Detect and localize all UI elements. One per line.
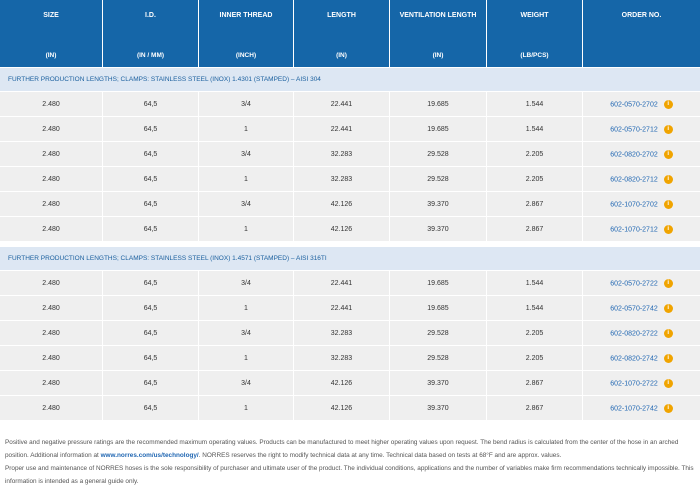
table-body bbox=[0, 67, 700, 421]
cell-ventilation: 29.528 bbox=[390, 346, 487, 371]
info-icon[interactable]: i bbox=[664, 404, 673, 413]
header-row bbox=[0, 0, 700, 67]
table-row bbox=[0, 92, 700, 117]
cell-thread: 3/4 bbox=[199, 92, 294, 117]
cell-id: 64,5 bbox=[103, 321, 199, 346]
table-row bbox=[0, 271, 700, 296]
info-icon[interactable]: i bbox=[664, 175, 673, 184]
cell-ventilation: 39.370 bbox=[390, 217, 487, 242]
column-header-label: I.D. bbox=[145, 12, 156, 19]
cell-ventilation: 29.528 bbox=[390, 167, 487, 192]
cell-size: 2.480 bbox=[0, 167, 103, 192]
cell-ventilation: 19.685 bbox=[390, 117, 487, 142]
section-header-row bbox=[0, 67, 700, 92]
column-header-label: INNER THREAD bbox=[219, 12, 273, 19]
cell-ventilation: 19.685 bbox=[390, 271, 487, 296]
cell-id: 64,5 bbox=[103, 396, 199, 421]
table-row bbox=[0, 396, 700, 421]
cell-order bbox=[583, 167, 700, 192]
cell-length: 22.441 bbox=[294, 271, 390, 296]
order-number[interactable]: 602-0820-2742 bbox=[610, 354, 658, 362]
table-row bbox=[0, 217, 700, 242]
cell-order bbox=[583, 321, 700, 346]
cell-thread: 3/4 bbox=[199, 142, 294, 167]
column-header bbox=[103, 0, 199, 67]
column-header-unit: (IN / MM) bbox=[136, 52, 165, 59]
cell-id: 64,5 bbox=[103, 346, 199, 371]
cell-size: 2.480 bbox=[0, 321, 103, 346]
section-title: FURTHER PRODUCTION LENGTHS; CLAMPS: STAINLESS STEEL (INOX) 1.4301 (STAMPED) – AISI 304 bbox=[0, 67, 700, 92]
cell-order bbox=[583, 142, 700, 167]
column-header-unit: (IN) bbox=[336, 52, 347, 59]
cell-thread: 1 bbox=[199, 167, 294, 192]
order-number[interactable]: 602-0570-2742 bbox=[610, 304, 658, 312]
order-number[interactable]: 602-1070-2702 bbox=[610, 200, 658, 208]
cell-id: 64,5 bbox=[103, 117, 199, 142]
cell-ventilation: 39.370 bbox=[390, 192, 487, 217]
cell-thread: 3/4 bbox=[199, 192, 294, 217]
column-header bbox=[487, 0, 583, 67]
cell-length: 22.441 bbox=[294, 117, 390, 142]
footer-text-2: . NORRES reserves the right to modify technical data at any time. Technical data based on tests at 68°F and are approx. values. bbox=[198, 452, 562, 459]
info-icon[interactable]: i bbox=[664, 150, 673, 159]
order-number[interactable]: 602-0820-2702 bbox=[610, 150, 658, 158]
cell-weight: 2.867 bbox=[487, 192, 583, 217]
cell-ventilation: 39.370 bbox=[390, 396, 487, 421]
column-header-unit: (IN) bbox=[432, 52, 444, 59]
cell-size: 2.480 bbox=[0, 142, 103, 167]
column-header-label: VENTILATION LENGTH bbox=[399, 12, 477, 19]
table-row bbox=[0, 371, 700, 396]
cell-thread: 1 bbox=[199, 117, 294, 142]
table-row bbox=[0, 321, 700, 346]
cell-id: 64,5 bbox=[103, 271, 199, 296]
cell-thread: 3/4 bbox=[199, 271, 294, 296]
table-row bbox=[0, 192, 700, 217]
cell-order bbox=[583, 192, 700, 217]
cell-order bbox=[583, 217, 700, 242]
cell-length: 32.283 bbox=[294, 167, 390, 192]
info-icon[interactable]: i bbox=[664, 304, 673, 313]
cell-weight: 1.544 bbox=[487, 117, 583, 142]
footer-text-3: Proper use and maintenance of NORRES hoses is the sole responsibility of purchaser and ultimate user of the product. The individual conditions, applications and the number of variables make firm recommendations technically impossible. This information is intended as a general guide only. bbox=[5, 465, 694, 485]
cell-size: 2.480 bbox=[0, 296, 103, 321]
table-header bbox=[0, 0, 700, 67]
cell-id: 64,5 bbox=[103, 142, 199, 167]
cell-weight: 2.205 bbox=[487, 321, 583, 346]
cell-size: 2.480 bbox=[0, 217, 103, 242]
cell-length: 42.126 bbox=[294, 371, 390, 396]
technology-link[interactable]: www.norres.com/us/technology/ bbox=[100, 452, 199, 459]
cell-length: 32.283 bbox=[294, 142, 390, 167]
cell-weight: 1.544 bbox=[487, 271, 583, 296]
cell-weight: 2.205 bbox=[487, 167, 583, 192]
table-row bbox=[0, 296, 700, 321]
cell-thread: 3/4 bbox=[199, 321, 294, 346]
cell-ventilation: 19.685 bbox=[390, 92, 487, 117]
cell-order bbox=[583, 371, 700, 396]
column-header-label: ORDER NO. bbox=[621, 12, 662, 19]
section-title: FURTHER PRODUCTION LENGTHS; CLAMPS: STAINLESS STEEL (INOX) 1.4571 (STAMPED) – AISI 316TI bbox=[0, 246, 700, 271]
cell-weight: 2.205 bbox=[487, 142, 583, 167]
cell-length: 42.126 bbox=[294, 396, 390, 421]
order-number[interactable]: 602-0570-2712 bbox=[610, 125, 658, 133]
info-icon[interactable]: i bbox=[664, 225, 673, 234]
info-icon[interactable]: i bbox=[664, 125, 673, 134]
cell-id: 64,5 bbox=[103, 296, 199, 321]
cell-id: 64,5 bbox=[103, 192, 199, 217]
cell-size: 2.480 bbox=[0, 371, 103, 396]
info-icon[interactable]: i bbox=[664, 100, 673, 109]
column-header bbox=[199, 0, 294, 67]
order-number[interactable]: 602-0820-2722 bbox=[610, 329, 658, 337]
column-header bbox=[294, 0, 390, 67]
cell-thread: 1 bbox=[199, 296, 294, 321]
column-header-label: SIZE bbox=[43, 12, 59, 19]
table-row bbox=[0, 346, 700, 371]
column-header bbox=[390, 0, 487, 67]
table-row bbox=[0, 117, 700, 142]
order-number[interactable]: 602-0570-2722 bbox=[610, 279, 658, 287]
cell-ventilation: 19.685 bbox=[390, 296, 487, 321]
column-header bbox=[583, 0, 700, 67]
cell-size: 2.480 bbox=[0, 396, 103, 421]
column-header-label: LENGTH bbox=[327, 12, 356, 19]
cell-thread: 1 bbox=[199, 346, 294, 371]
column-header-unit: (LB/PCS) bbox=[520, 52, 549, 59]
cell-id: 64,5 bbox=[103, 217, 199, 242]
column-header bbox=[0, 0, 103, 67]
cell-size: 2.480 bbox=[0, 92, 103, 117]
order-number[interactable]: 602-1070-2722 bbox=[610, 379, 658, 387]
cell-size: 2.480 bbox=[0, 346, 103, 371]
footer-text-1: Positive and negative pressure ratings are the recommended maximum operating values. Products can be manufactured to meet higher operating values upon request. The bend radius is calculated from the center of the hose in an arched position. Additional information at bbox=[5, 439, 679, 459]
info-icon[interactable]: i bbox=[664, 279, 673, 288]
cell-weight: 2.867 bbox=[487, 217, 583, 242]
cell-length: 22.441 bbox=[294, 296, 390, 321]
cell-order bbox=[583, 117, 700, 142]
cell-weight: 1.544 bbox=[487, 296, 583, 321]
cell-length: 42.126 bbox=[294, 192, 390, 217]
info-icon[interactable]: i bbox=[664, 354, 673, 363]
order-number[interactable]: 602-1070-2712 bbox=[610, 225, 658, 233]
info-icon[interactable]: i bbox=[664, 329, 673, 338]
info-icon[interactable]: i bbox=[664, 379, 673, 388]
cell-weight: 2.867 bbox=[487, 371, 583, 396]
info-icon[interactable]: i bbox=[664, 200, 673, 209]
order-number[interactable]: 602-1070-2742 bbox=[610, 404, 658, 412]
cell-ventilation: 29.528 bbox=[390, 321, 487, 346]
cell-length: 22.441 bbox=[294, 92, 390, 117]
cell-weight: 1.544 bbox=[487, 92, 583, 117]
cell-order bbox=[583, 271, 700, 296]
table-row bbox=[0, 142, 700, 167]
cell-weight: 2.205 bbox=[487, 346, 583, 371]
column-header-unit: (INCH) bbox=[235, 52, 257, 59]
cell-thread: 3/4 bbox=[199, 371, 294, 396]
cell-order bbox=[583, 296, 700, 321]
cell-size: 2.480 bbox=[0, 117, 103, 142]
cell-order bbox=[583, 346, 700, 371]
footer-notes bbox=[5, 436, 695, 488]
cell-id: 64,5 bbox=[103, 371, 199, 396]
section-header-row bbox=[0, 246, 700, 271]
order-number[interactable]: 602-0570-2702 bbox=[610, 100, 658, 108]
cell-weight: 2.867 bbox=[487, 396, 583, 421]
table-row bbox=[0, 167, 700, 192]
cell-length: 42.126 bbox=[294, 217, 390, 242]
cell-ventilation: 39.370 bbox=[390, 371, 487, 396]
cell-ventilation: 29.528 bbox=[390, 142, 487, 167]
cell-length: 32.283 bbox=[294, 321, 390, 346]
cell-thread: 1 bbox=[199, 217, 294, 242]
cell-order bbox=[583, 92, 700, 117]
column-header-label: WEIGHT bbox=[520, 12, 549, 19]
cell-length: 32.283 bbox=[294, 346, 390, 371]
cell-order bbox=[583, 396, 700, 421]
cell-size: 2.480 bbox=[0, 271, 103, 296]
cell-thread: 1 bbox=[199, 396, 294, 421]
order-number[interactable]: 602-0820-2712 bbox=[610, 175, 658, 183]
cell-id: 64,5 bbox=[103, 92, 199, 117]
column-header-unit: (IN) bbox=[45, 52, 57, 59]
cell-id: 64,5 bbox=[103, 167, 199, 192]
cell-size: 2.480 bbox=[0, 192, 103, 217]
